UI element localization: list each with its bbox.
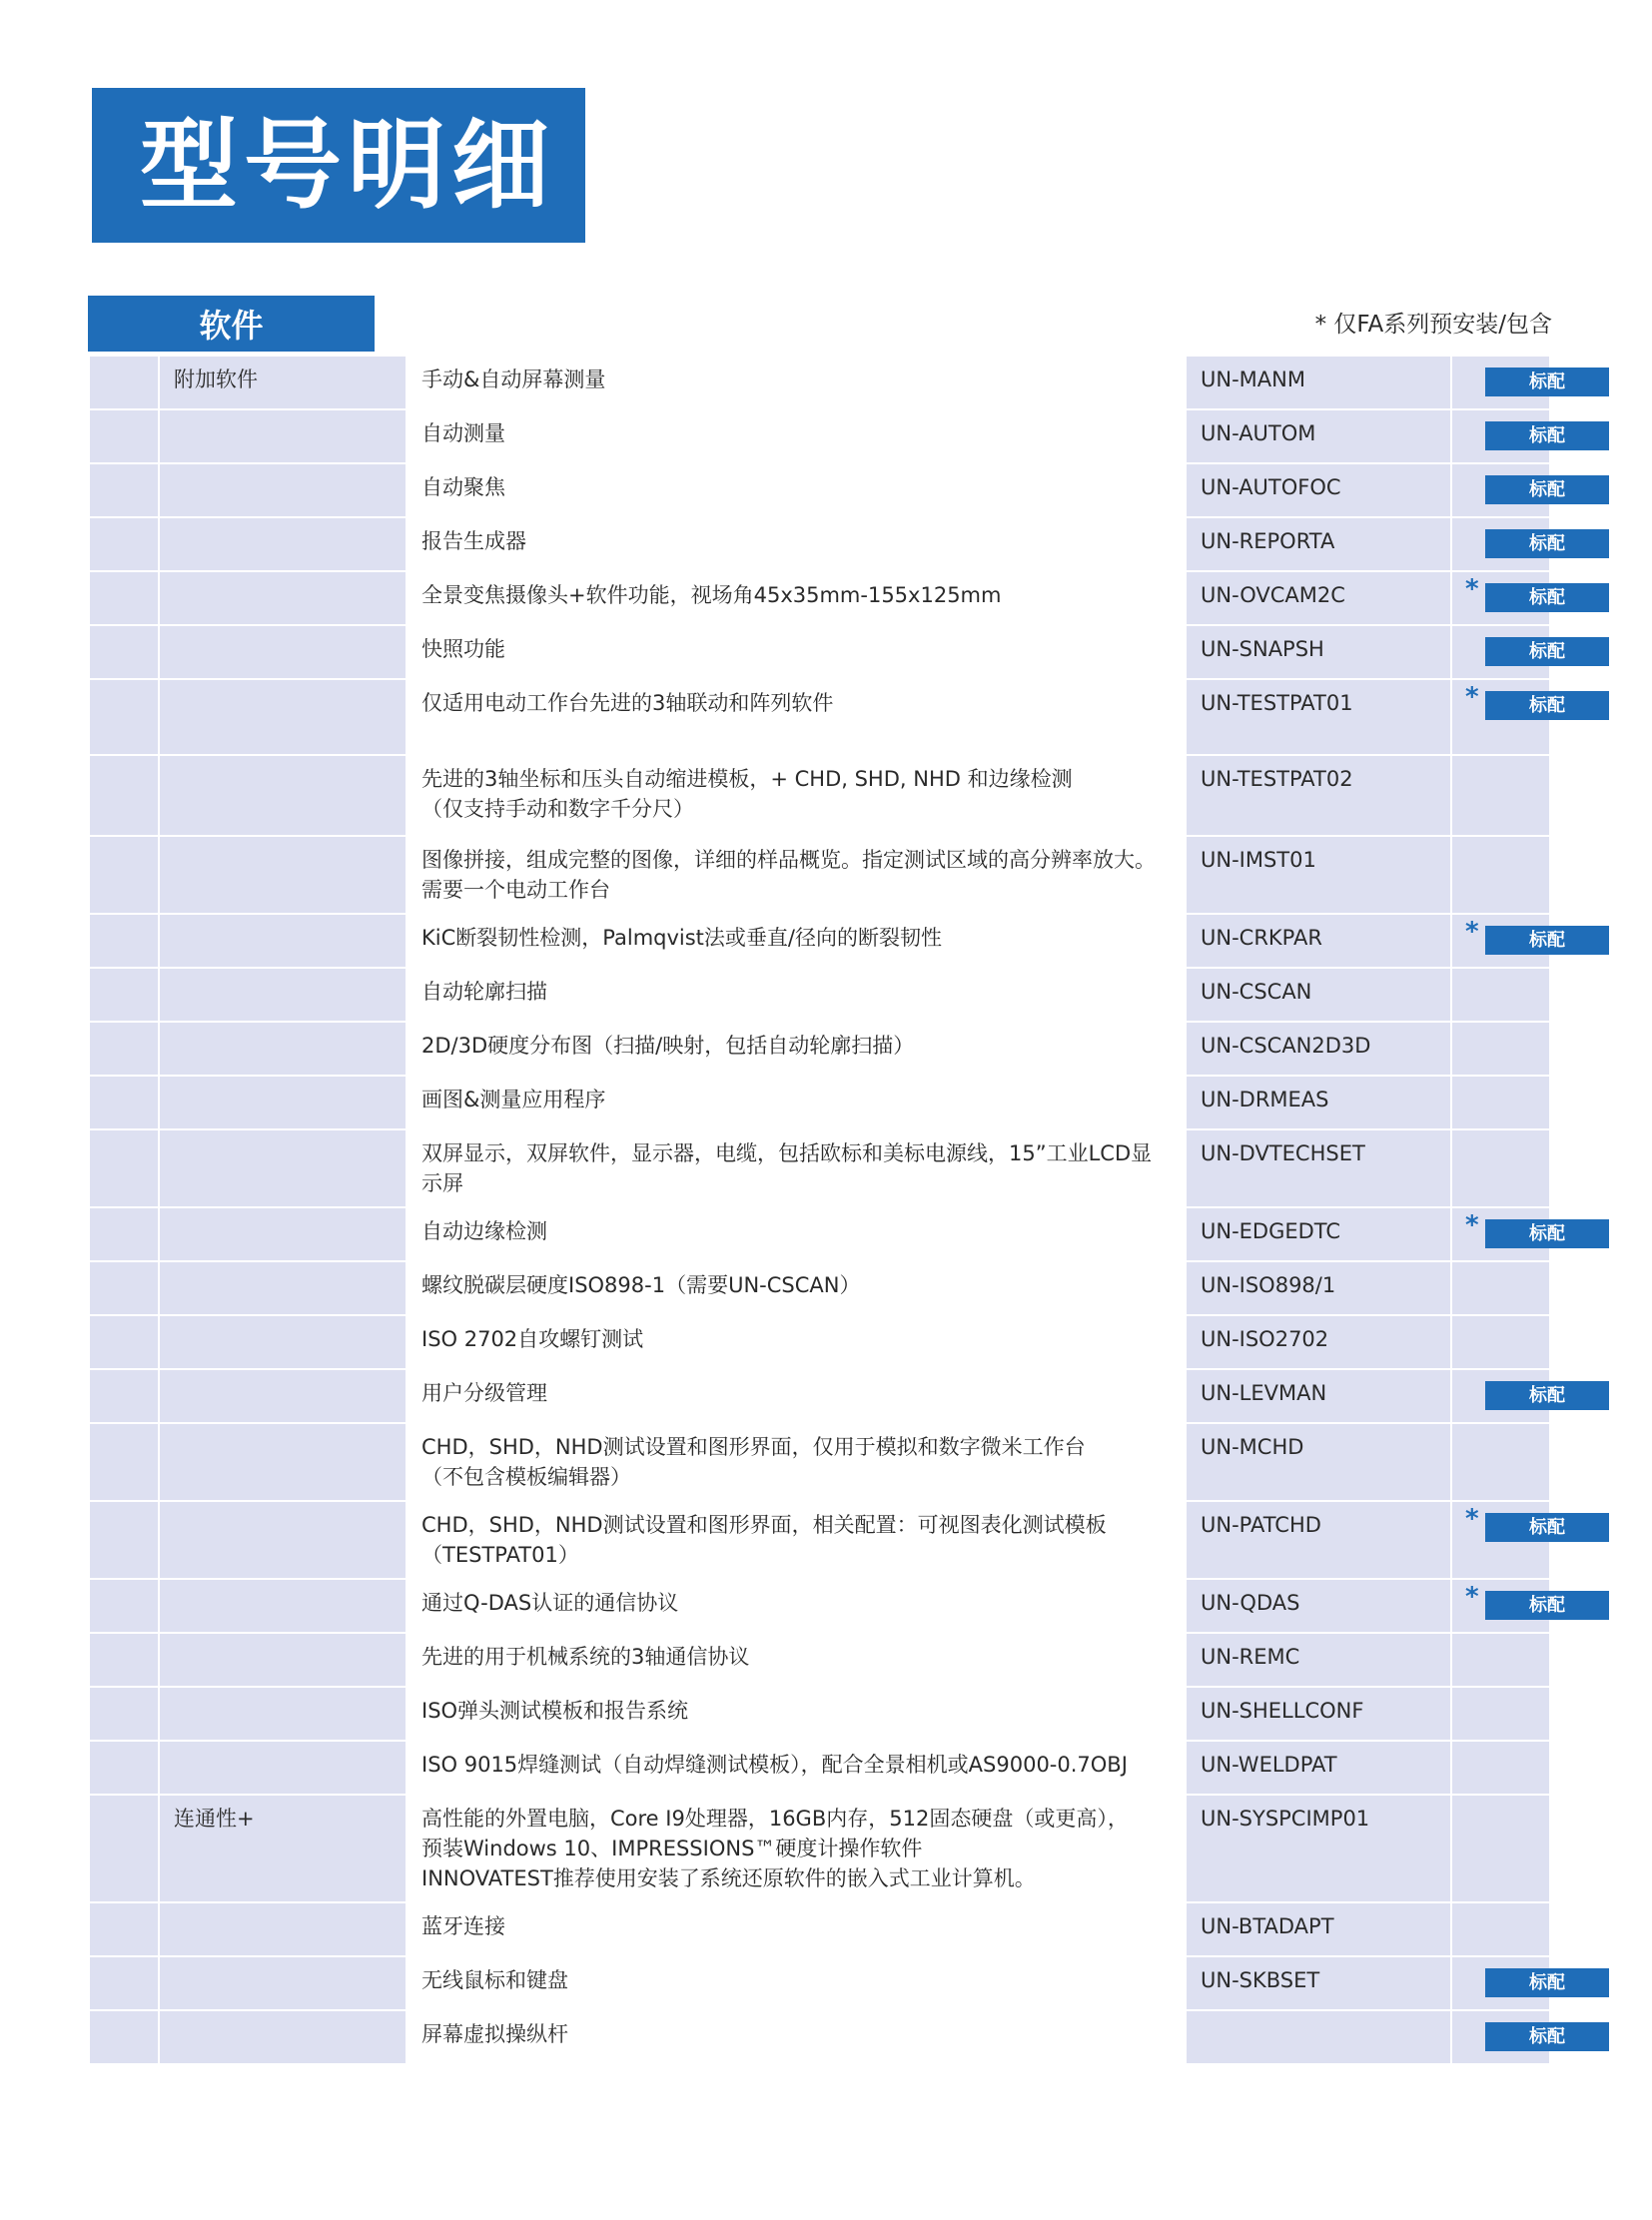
- description-cell: 2D/3D硬度分布图（扫描/映射，包括自动轮廓扫描）: [407, 1022, 1186, 1076]
- description-cell: 高性能的外置电脑，Core I9处理器，16GB内存，512固态硬盘（或更高）， 预装Windows 10、IMPRESSIONS™硬度计操作软件 INNOVATEST推荐使用安装了系统还原软件的嵌入式工业计算机。: [407, 1795, 1186, 1902]
- category-cell: [159, 1129, 407, 1207]
- row-margin-cell: [89, 1423, 159, 1501]
- description-cell: 图像拼接，组成完整的图像，详细的样品概览。指定测试区域的高分辨率放大。需要一个电动工作台: [407, 836, 1186, 914]
- table-row: [89, 2010, 1550, 2064]
- fa-series-asterisk-icon: *: [1465, 1582, 1479, 1612]
- model-code-cell: UN-REMC: [1186, 1633, 1451, 1687]
- standard-cell: [1451, 1423, 1550, 1501]
- row-margin-cell: [89, 517, 159, 571]
- category-cell: [159, 1315, 407, 1369]
- row-margin-cell: [89, 1795, 159, 1902]
- standard-cell: [1451, 755, 1550, 836]
- standard-cell: [1451, 1902, 1550, 1956]
- description-cell: ISO 9015焊缝测试（自动焊缝测试模板），配合全景相机或AS9000-0.7OBJ: [407, 1741, 1186, 1795]
- standard-badge: 标配: [1485, 1513, 1609, 1542]
- table-row: [89, 1315, 1550, 1369]
- row-margin-cell: [89, 1076, 159, 1129]
- standard-badge: 标配: [1485, 926, 1609, 955]
- description-cell: 手动&自动屏幕测量: [407, 356, 1186, 409]
- table-row: [89, 1423, 1550, 1501]
- category-cell: [159, 1956, 407, 2010]
- row-margin-cell: [89, 463, 159, 517]
- standard-badge: 标配: [1485, 368, 1609, 396]
- table-row: [89, 463, 1550, 517]
- category-cell: [159, 1633, 407, 1687]
- standard-cell: [1451, 968, 1550, 1022]
- table-row: [89, 1261, 1550, 1315]
- table-row: [89, 1902, 1550, 1956]
- standard-badge: 标配: [1485, 583, 1609, 612]
- table-row: [89, 1501, 1550, 1579]
- category-cell: [159, 2010, 407, 2064]
- standard-cell: [1451, 1207, 1565, 1261]
- section-header-software: 软件: [88, 296, 375, 352]
- description-cell: ISO 2702自攻螺钉测试: [407, 1315, 1186, 1369]
- model-code-cell: UN-CRKPAR: [1186, 914, 1451, 968]
- category-cell: [159, 968, 407, 1022]
- model-code-cell: UN-ISO2702: [1186, 1315, 1451, 1369]
- standard-cell: [1451, 1687, 1550, 1741]
- description-cell: 自动聚焦: [407, 463, 1186, 517]
- table-row: [89, 1956, 1550, 2010]
- row-margin-cell: [89, 1315, 159, 1369]
- description-cell: 全景变焦摄像头+软件功能，视场角45x35mm-155x125mm: [407, 571, 1186, 625]
- standard-cell: [1451, 1501, 1565, 1579]
- row-margin-cell: [89, 2010, 159, 2064]
- standard-badge: 标配: [1485, 475, 1609, 504]
- table-row: [89, 914, 1550, 968]
- description-cell: CHD，SHD，NHD测试设置和图形界面，相关配置：可视图表化测试模板 （TESTPAT01）: [407, 1501, 1186, 1579]
- table-row: [89, 1022, 1550, 1076]
- category-cell: [159, 409, 407, 463]
- standard-cell: [1451, 1956, 1565, 2010]
- description-cell: CHD，SHD，NHD测试设置和图形界面，仅用于模拟和数字微米工作台 （不包含模板编辑器）: [407, 1423, 1186, 1501]
- row-margin-cell: [89, 625, 159, 679]
- model-code-cell: UN-LEVMAN: [1186, 1369, 1451, 1423]
- standard-cell: [1451, 2010, 1565, 2064]
- description-cell: 自动测量: [407, 409, 1186, 463]
- description-cell: KiC断裂韧性检测，Palmqvist法或垂直/径向的断裂韧性: [407, 914, 1186, 968]
- category-cell: 附加软件: [159, 356, 407, 409]
- model-code-cell: UN-MCHD: [1186, 1423, 1451, 1501]
- description-cell: 通过Q-DAS认证的通信协议: [407, 1579, 1186, 1633]
- footnote-preinstalled: * 仅FA系列预安装/包含: [1314, 312, 1552, 338]
- category-cell: [159, 914, 407, 968]
- table-row: [89, 836, 1550, 914]
- model-code-cell: UN-BTADAPT: [1186, 1902, 1451, 1956]
- row-margin-cell: [89, 968, 159, 1022]
- model-code-cell: UN-TESTPAT02: [1186, 755, 1451, 836]
- row-margin-cell: [89, 1261, 159, 1315]
- model-code-cell: UN-MANM: [1186, 356, 1451, 409]
- description-cell: 画图&测量应用程序: [407, 1076, 1186, 1129]
- standard-badge: 标配: [1485, 529, 1609, 558]
- standard-cell: [1451, 1315, 1550, 1369]
- description-cell: 双屏显示，双屏软件，显示器，电缆，包括欧标和美标电源线，15”工业LCD显示屏: [407, 1129, 1186, 1207]
- row-margin-cell: [89, 679, 159, 755]
- row-margin-cell: [89, 1902, 159, 1956]
- standard-badge: 标配: [1485, 421, 1609, 450]
- description-cell: 自动边缘检测: [407, 1207, 1186, 1261]
- model-code-cell: UN-REPORTA: [1186, 517, 1451, 571]
- model-code-cell: UN-SKBSET: [1186, 1956, 1451, 2010]
- category-cell: [159, 625, 407, 679]
- description-cell: 螺纹脱碳层硬度ISO898-1（需要UN-CSCAN）: [407, 1261, 1186, 1315]
- row-margin-cell: [89, 1207, 159, 1261]
- row-margin-cell: [89, 356, 159, 409]
- model-code-cell: UN-CSCAN: [1186, 968, 1451, 1022]
- standard-cell: [1451, 409, 1565, 463]
- fa-series-asterisk-icon: *: [1465, 1504, 1479, 1534]
- standard-badge: 标配: [1485, 1968, 1609, 1997]
- row-margin-cell: [89, 571, 159, 625]
- fa-series-asterisk-icon: *: [1465, 574, 1479, 604]
- category-cell: [159, 1423, 407, 1501]
- row-margin-cell: [89, 1501, 159, 1579]
- category-cell: [159, 1579, 407, 1633]
- row-margin-cell: [89, 1633, 159, 1687]
- category-cell: [159, 1207, 407, 1261]
- model-code-cell: UN-QDAS: [1186, 1579, 1451, 1633]
- table-row: [89, 1129, 1550, 1207]
- page-title-box: [92, 88, 585, 243]
- row-margin-cell: [89, 1129, 159, 1207]
- row-margin-cell: [89, 1956, 159, 2010]
- model-code-cell: UN-PATCHD: [1186, 1501, 1451, 1579]
- standard-cell: [1451, 1795, 1550, 1902]
- category-cell: [159, 1902, 407, 1956]
- model-code-cell: UN-AUTOFOC: [1186, 463, 1451, 517]
- table-row: [89, 1076, 1550, 1129]
- description-cell: 报告生成器: [407, 517, 1186, 571]
- model-code-cell: UN-TESTPAT01: [1186, 679, 1451, 755]
- category-cell: 连通性+: [159, 1795, 407, 1902]
- row-margin-cell: [89, 1369, 159, 1423]
- description-cell: 屏幕虚拟操纵杆: [407, 2010, 1186, 2064]
- table-row: [89, 1687, 1550, 1741]
- category-cell: [159, 1022, 407, 1076]
- table-row: [89, 571, 1550, 625]
- standard-badge: 标配: [1485, 691, 1609, 720]
- table-row: [89, 356, 1550, 409]
- table-row: [89, 1579, 1550, 1633]
- standard-cell: [1451, 914, 1565, 968]
- page-title: 型号明细: [140, 108, 556, 223]
- category-cell: [159, 1501, 407, 1579]
- description-cell: 先进的用于机械系统的3轴通信协议: [407, 1633, 1186, 1687]
- table-row: [89, 968, 1550, 1022]
- description-cell: 蓝牙连接: [407, 1902, 1186, 1956]
- standard-badge: 标配: [1485, 2022, 1609, 2051]
- table-row: [89, 679, 1550, 755]
- category-cell: [159, 1369, 407, 1423]
- standard-badge: 标配: [1485, 637, 1609, 666]
- table-row: [89, 1795, 1550, 1902]
- standard-cell: [1451, 1579, 1565, 1633]
- standard-badge: 标配: [1485, 1219, 1609, 1248]
- model-code-cell: UN-DVTECHSET: [1186, 1129, 1451, 1207]
- description-cell: 快照功能: [407, 625, 1186, 679]
- standard-badge: 标配: [1485, 1591, 1609, 1620]
- standard-cell: [1451, 836, 1550, 914]
- table-row: [89, 409, 1550, 463]
- category-cell: [159, 1261, 407, 1315]
- model-code-cell: UN-ISO898/1: [1186, 1261, 1451, 1315]
- standard-cell: [1451, 463, 1565, 517]
- standard-cell: [1451, 1261, 1550, 1315]
- standard-cell: [1451, 1369, 1565, 1423]
- model-code-cell: UN-AUTOM: [1186, 409, 1451, 463]
- row-margin-cell: [89, 1022, 159, 1076]
- description-cell: 自动轮廓扫描: [407, 968, 1186, 1022]
- model-code-cell: UN-CSCAN2D3D: [1186, 1022, 1451, 1076]
- model-code-cell: [1186, 2010, 1451, 2064]
- standard-cell: [1451, 356, 1565, 409]
- fa-series-asterisk-icon: *: [1465, 1210, 1479, 1240]
- standard-badge: 标配: [1485, 1381, 1609, 1410]
- standard-cell: [1451, 625, 1565, 679]
- description-cell: ISO弹头测试模板和报告系统: [407, 1687, 1186, 1741]
- category-cell: [159, 755, 407, 836]
- category-cell: [159, 836, 407, 914]
- table-row: [89, 1633, 1550, 1687]
- row-margin-cell: [89, 914, 159, 968]
- category-cell: [159, 1076, 407, 1129]
- model-code-cell: UN-EDGEDTC: [1186, 1207, 1451, 1261]
- row-margin-cell: [89, 1579, 159, 1633]
- table-row: [89, 1741, 1550, 1795]
- table-row: [89, 755, 1550, 836]
- standard-cell: [1451, 571, 1565, 625]
- standard-cell: [1451, 679, 1565, 755]
- table-row: [89, 625, 1550, 679]
- category-cell: [159, 1741, 407, 1795]
- row-margin-cell: [89, 1687, 159, 1741]
- description-cell: 先进的3轴坐标和压头自动缩进模板，+ CHD, SHD, NHD 和边缘检测 （仅支持手动和数字千分尺）: [407, 755, 1186, 836]
- model-detail-table: [88, 355, 1565, 2065]
- description-cell: 仅适用电动工作台先进的3轴联动和阵列软件: [407, 679, 1186, 755]
- model-code-cell: UN-WELDPAT: [1186, 1741, 1451, 1795]
- standard-cell: [1451, 1076, 1550, 1129]
- model-code-cell: UN-SNAPSH: [1186, 625, 1451, 679]
- description-cell: 用户分级管理: [407, 1369, 1186, 1423]
- category-cell: [159, 1687, 407, 1741]
- row-margin-cell: [89, 409, 159, 463]
- model-code-cell: UN-SYSPCIMP01: [1186, 1795, 1451, 1902]
- category-cell: [159, 679, 407, 755]
- row-margin-cell: [89, 836, 159, 914]
- category-cell: [159, 517, 407, 571]
- model-code-cell: UN-IMST01: [1186, 836, 1451, 914]
- table-row: [89, 517, 1550, 571]
- fa-series-asterisk-icon: *: [1465, 682, 1479, 712]
- standard-cell: [1451, 1741, 1550, 1795]
- table-row: [89, 1369, 1550, 1423]
- category-cell: [159, 463, 407, 517]
- standard-cell: [1451, 1022, 1550, 1076]
- category-cell: [159, 571, 407, 625]
- table-row: [89, 1207, 1550, 1261]
- standard-cell: [1451, 517, 1565, 571]
- standard-cell: [1451, 1633, 1550, 1687]
- model-code-cell: UN-OVCAM2C: [1186, 571, 1451, 625]
- description-cell: 无线鼠标和键盘: [407, 1956, 1186, 2010]
- model-code-cell: UN-DRMEAS: [1186, 1076, 1451, 1129]
- model-code-cell: UN-SHELLCONF: [1186, 1687, 1451, 1741]
- row-margin-cell: [89, 1741, 159, 1795]
- standard-cell: [1451, 1129, 1550, 1207]
- row-margin-cell: [89, 755, 159, 836]
- fa-series-asterisk-icon: *: [1465, 917, 1479, 947]
